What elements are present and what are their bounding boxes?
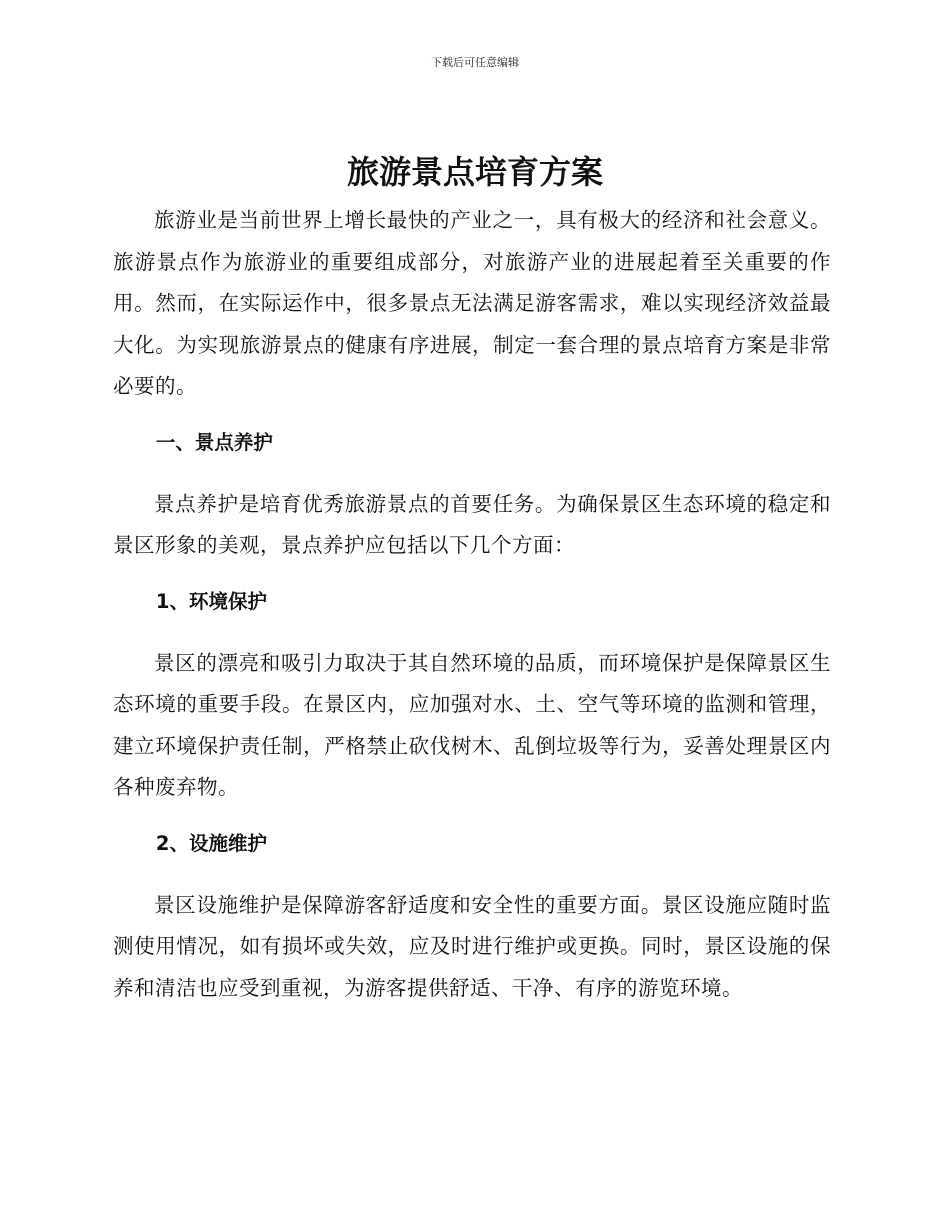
section-heading-maintenance: 一、景点养护 (155, 430, 273, 454)
header-note: 下载后可任意编辑 (431, 56, 519, 69)
subsection-paragraph-environment: 景区的漂亮和吸引力取决于其自然环境的品质，而环境保护是保障景区生态环境的重要手段。在景区内，应加强对水、土、空气等环境的监测和管理，建立环境保护责任制，严格禁止砍伐树木、乱倒垃圾等行为，妥善处理景区内各种废弃物。 (113, 650, 831, 799)
document-body (113, 200, 831, 1009)
section-paragraph-maintenance: 景点养护是培育优秀旅游景点的首要任务。为确保景区生态环境的稳定和景区形象的美观，景点养护应包括以下几个方面： (113, 491, 831, 557)
document-title: 旅游景点培育方案 (346, 153, 603, 191)
intro-paragraph: 旅游业是当前世界上增长最快的产业之一，具有极大的经济和社会意义。旅游景点作为旅游业的重要组成部分，对旅游产业的进展起着至关重要的作用。然而，在实际运作中，很多景点无法满足游客需求，难以实现经济效益最大化。为实现旅游景点的健康有序进展，制定一套合理的景点培育方案是非常必要的。 (113, 208, 831, 398)
subsection-heading-environment: 1、环境保护 (155, 589, 267, 613)
subsection-heading-facilities: 2、设施维护 (155, 831, 267, 855)
subsection-paragraph-facilities: 景区设施维护是保障游客舒适度和安全性的重要方面。景区设施应随时监测使用情况，如有损坏或失效，应及时进行维护或更换。同时，景区设施的保养和清洁也应受到重视，为游客提供舒适、干净、有序的游览环境。 (113, 892, 831, 1000)
